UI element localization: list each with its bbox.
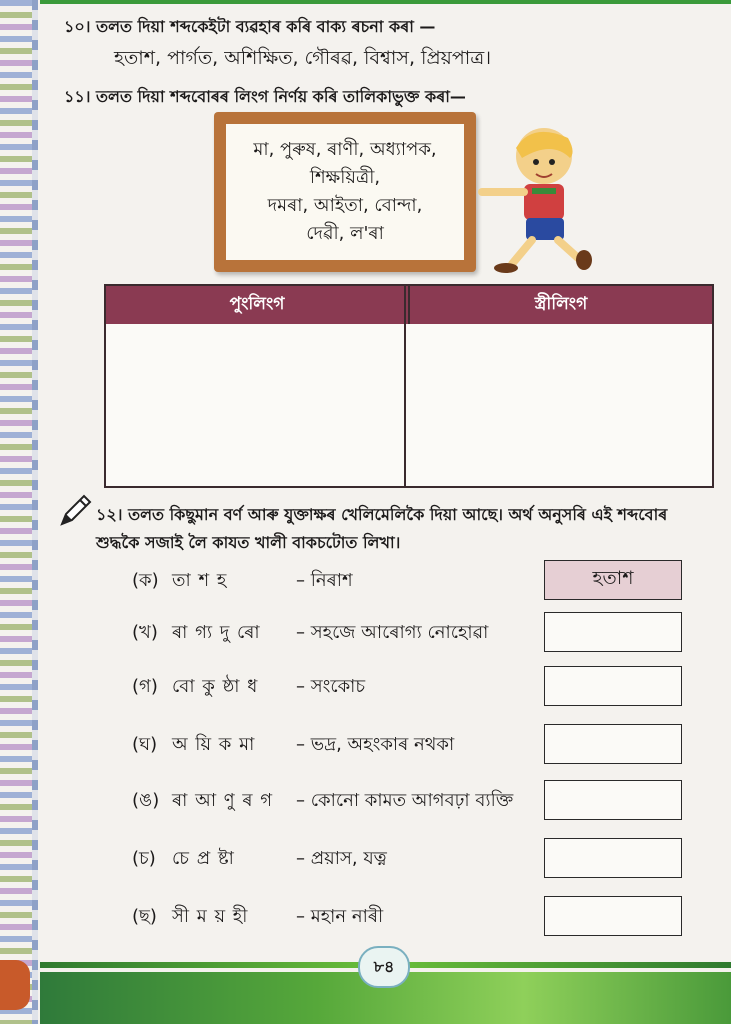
question-10-words: হতাশ, পাৰ্গত, অশিক্ষিত, গৌৰৱ, বিশ্বাস, প্ৰিয়পাত্ৰ। xyxy=(114,47,492,69)
jumbled-letters: সী ম য় হী xyxy=(172,906,249,927)
jumbled-letters: ৰা গ্য দু ৰো xyxy=(172,622,261,643)
item-label: (ঙ) xyxy=(132,790,160,811)
page-number: ৮৪ xyxy=(358,946,410,988)
meaning: – প্ৰয়াস, যত্ন xyxy=(296,848,387,869)
gender-table-header xyxy=(106,286,712,324)
jumbled-letters: বো কু ষ্ঠা ধ xyxy=(172,676,259,697)
gender-table xyxy=(104,284,714,488)
question-12-title-line2: শুদ্ধকৈ সজাই লৈ কাযত খালী বাকচটোত লিখা। xyxy=(96,533,401,552)
list-item xyxy=(0,780,731,820)
answer-box[interactable] xyxy=(544,780,682,820)
item-label: (ছ) xyxy=(132,906,157,927)
board-line: দমৰা, আইতা, বোন্দা, xyxy=(267,195,423,216)
meaning: – নিৰাশ xyxy=(296,570,353,591)
board-line: মা, পুৰুষ, ৰাণী, অধ্যাপক, xyxy=(253,139,437,160)
jumbled-letters: তা শ হ xyxy=(172,570,228,591)
list-item xyxy=(0,724,731,764)
list-item xyxy=(0,560,731,600)
question-12-title-line1: ১২। তলত কিছুমান বৰ্ণ আৰু যুক্তাক্ষৰ খেলিমেলিকৈ দিয়া আছে। অৰ্থ অনুসৰি এই শব্দবোৰ xyxy=(96,505,668,524)
jumbled-letters: অ য়ি ক মা xyxy=(172,734,256,755)
item-label: (চ) xyxy=(132,848,156,869)
list-item xyxy=(0,612,731,652)
meaning: – সংকোচ xyxy=(296,676,366,697)
meaning: – সহজে আৰোগ্য নোহোৱা xyxy=(296,622,489,643)
question-11-title: ১১। তলত দিয়া শব্দবোৰৰ লিংগ নিৰ্ণয় কৰি তালিকাভুক্ত কৰা— xyxy=(64,87,466,106)
list-item xyxy=(0,896,731,936)
list-item xyxy=(0,838,731,878)
item-label: (খ) xyxy=(132,622,158,643)
question-10-title: ১০। তলত দিয়া শব্দকেইটা ব্যৱহাৰ কৰি বাক্য ৰচনা কৰা — xyxy=(64,17,436,36)
table-divider xyxy=(404,286,406,486)
board-line: দেৱী, ল'ৰা xyxy=(306,223,384,244)
decorative-tab xyxy=(0,960,30,1010)
top-rule xyxy=(40,0,731,4)
board-line: শিক্ষয়িত্ৰী, xyxy=(309,167,381,188)
jumbled-letters: ৰা আ ণু ৰ গ xyxy=(172,790,274,811)
list-item xyxy=(0,666,731,706)
meaning: – কোনো কামত আগবঢ়া ব্যক্তি xyxy=(296,790,514,811)
meaning: – মহান নাৰী xyxy=(296,906,384,927)
meaning: – ভদ্ৰ, অহংকাৰ নথকা xyxy=(296,734,455,755)
answer-box[interactable] xyxy=(544,724,682,764)
answer-box[interactable]: হতাশ xyxy=(544,560,682,600)
feminine-header: স্ত্ৰীলিংগ xyxy=(534,294,588,314)
answer-box[interactable] xyxy=(544,896,682,936)
answer-box[interactable] xyxy=(544,612,682,652)
word-board xyxy=(214,112,476,272)
item-label: (গ) xyxy=(132,676,158,697)
answer-box[interactable] xyxy=(544,666,682,706)
answer-box[interactable] xyxy=(544,838,682,878)
masculine-header: পুংলিংগ xyxy=(106,286,410,324)
item-label: (ক) xyxy=(132,570,159,591)
boy-pushing-board-illustration xyxy=(472,118,602,278)
jumbled-letters: চে প্ৰ ষ্টা xyxy=(172,848,235,869)
item-label: (ঘ) xyxy=(132,734,158,755)
pencil-icon xyxy=(58,494,92,528)
